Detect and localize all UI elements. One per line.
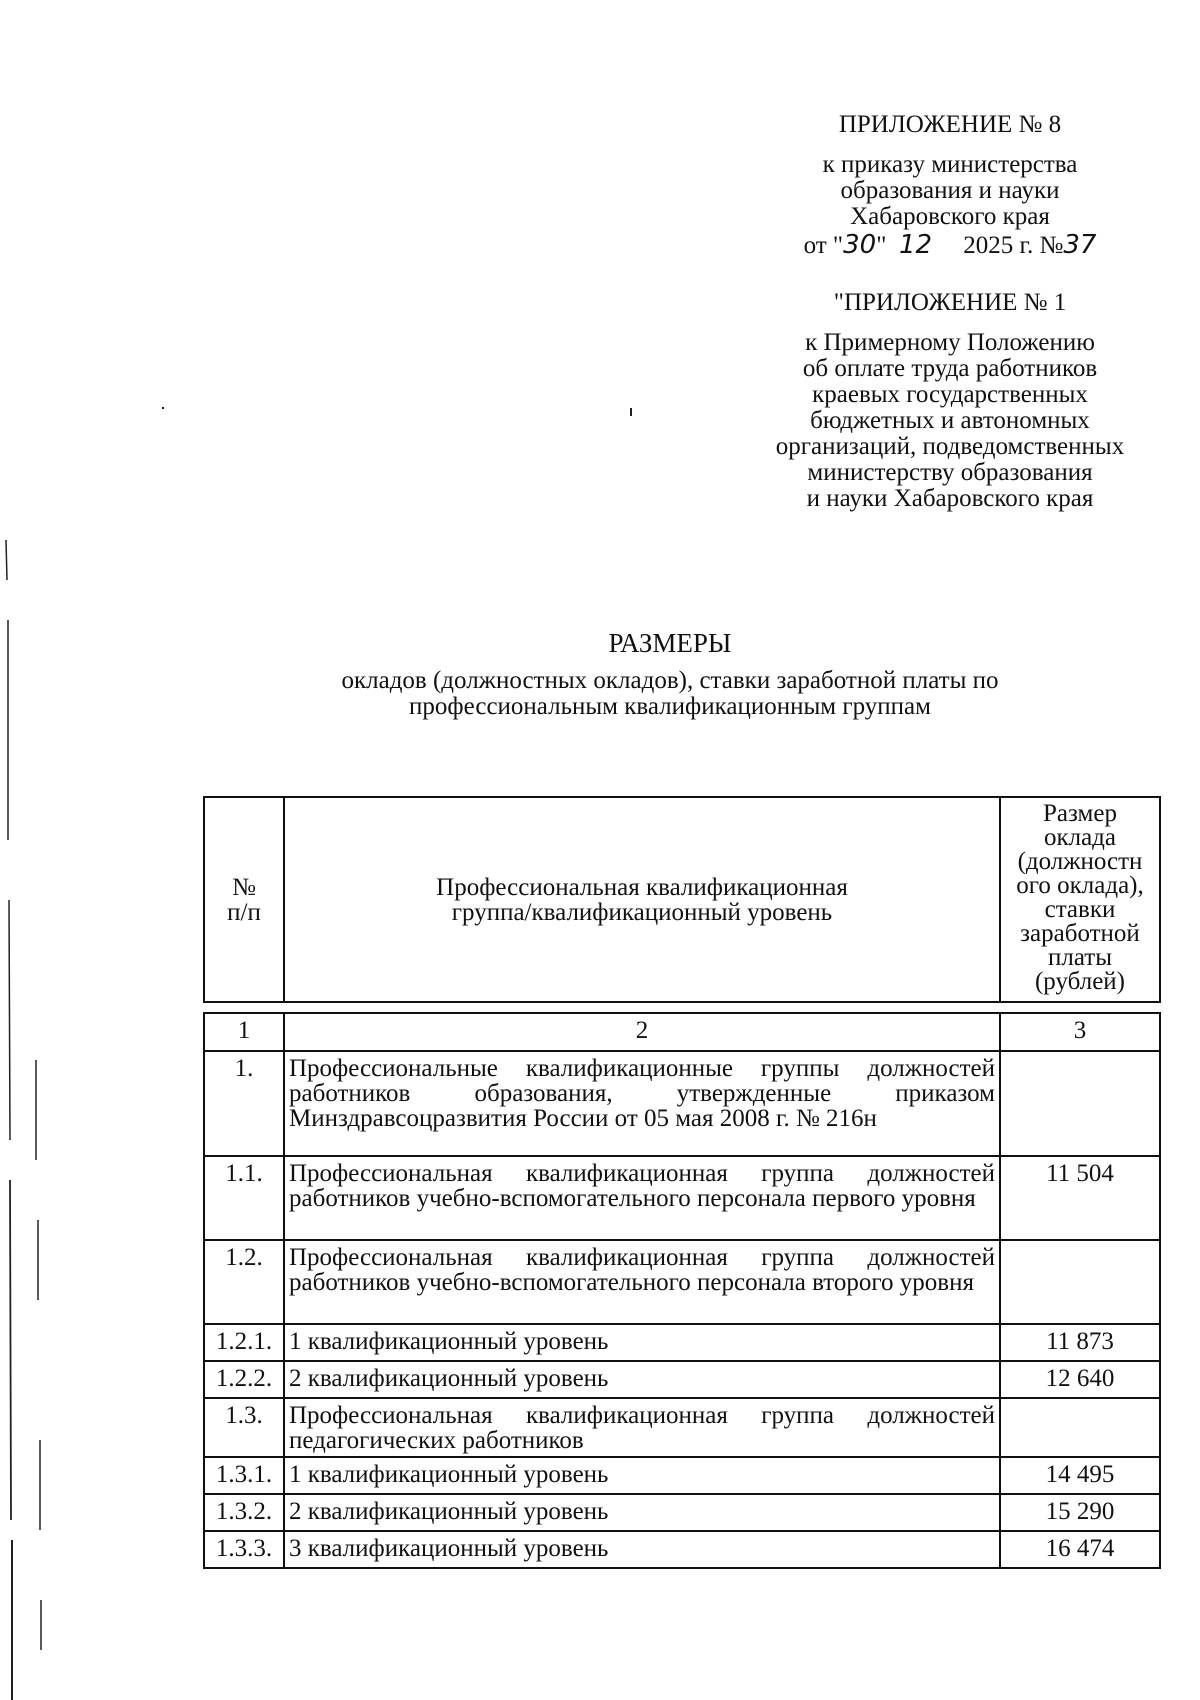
row-name: Профессиональная квалификационная группа должностей работников учебно-вспомогательного персонала второго уровня bbox=[284, 1240, 1000, 1324]
document-subtitle bbox=[0, 668, 1200, 720]
header-salary-line: оклада bbox=[1043, 824, 1117, 851]
header-salary bbox=[1000, 797, 1160, 1002]
handwritten-month: 12 bbox=[898, 230, 933, 260]
row-name: 1 квалификационный уровень bbox=[284, 1324, 1000, 1361]
table-row bbox=[204, 1531, 1160, 1568]
row-num: 1.2.1. bbox=[204, 1324, 284, 1361]
table-row bbox=[204, 1494, 1160, 1531]
row-salary: 11 504 bbox=[1000, 1156, 1160, 1240]
regulation-line: организаций, подведомственных bbox=[775, 433, 1125, 460]
handwritten-order-number: 37 bbox=[1063, 230, 1097, 260]
table-row bbox=[204, 1361, 1160, 1398]
row-name: 1 квалификационный уровень bbox=[284, 1457, 1000, 1494]
order-line: к приказу министерства bbox=[822, 151, 1078, 178]
header-salary-line: (рублей) bbox=[1034, 968, 1126, 995]
header-salary-line: платы bbox=[1047, 944, 1113, 971]
row-num: 1. bbox=[204, 1051, 284, 1156]
scan-speck bbox=[630, 408, 632, 416]
row-salary bbox=[1000, 1398, 1160, 1457]
regulation-line: краевых государственных bbox=[812, 381, 1088, 408]
column-number: 1 bbox=[204, 1013, 284, 1051]
table-row bbox=[204, 1398, 1160, 1457]
row-num: 1.3.3. bbox=[204, 1531, 284, 1568]
regulation-line: к Примерному Положению bbox=[805, 329, 1095, 356]
row-name: 2 квалификационный уровень bbox=[284, 1494, 1000, 1531]
row-num: 1.3.2. bbox=[204, 1494, 284, 1531]
row-num: 1.1. bbox=[204, 1156, 284, 1240]
row-salary: 15 290 bbox=[1000, 1494, 1160, 1531]
header-row bbox=[204, 797, 1160, 1002]
row-name: Профессиональная квалификационная группа должностей педагогических работников bbox=[284, 1398, 1000, 1457]
date-year: 2025 г. № bbox=[963, 232, 1064, 259]
scan-speck bbox=[162, 407, 164, 409]
regulation-line: и науки Хабаровского края bbox=[806, 485, 1094, 512]
header-salary-line: ого оклада), bbox=[1016, 872, 1144, 899]
row-name: 3 квалификационный уровень bbox=[284, 1531, 1000, 1568]
scan-binding-marks bbox=[0, 540, 50, 1700]
row-name: 2 квалификационный уровень bbox=[284, 1361, 1000, 1398]
header-salary-line: (должностн bbox=[1017, 848, 1143, 875]
header-num-line: п/п bbox=[227, 899, 261, 926]
date-mid: " bbox=[876, 232, 887, 259]
handwritten-day: 30 bbox=[843, 230, 877, 260]
salary-table-header bbox=[203, 796, 1161, 1003]
header-group bbox=[284, 797, 1000, 1002]
column-number-row bbox=[204, 1013, 1160, 1051]
table-row bbox=[204, 1156, 1160, 1240]
header-group-line: Профессиональная квалификационная bbox=[436, 874, 848, 901]
row-salary: 14 495 bbox=[1000, 1457, 1160, 1494]
subtitle-line: профессиональным квалификационным группам bbox=[409, 693, 931, 720]
row-num: 1.3.1. bbox=[204, 1457, 284, 1494]
row-salary: 16 474 bbox=[1000, 1531, 1160, 1568]
row-name: Профессиональная квалификационная группа должностей работников учебно-вспомогательного персонала первого уровня bbox=[284, 1156, 1000, 1240]
subtitle-line: окладов (должностных окладов), ставки заработной платы по bbox=[341, 667, 999, 694]
header-num-line: № bbox=[232, 874, 256, 901]
row-num: 1.2.2. bbox=[204, 1361, 284, 1398]
salary-table-body bbox=[203, 1012, 1161, 1569]
order-date-line bbox=[720, 232, 1180, 259]
regulation-line: бюджетных и автономных bbox=[810, 407, 1090, 434]
row-salary: 12 640 bbox=[1000, 1361, 1160, 1398]
header-salary-line: заработной bbox=[1020, 920, 1140, 947]
header-salary-line: Размер bbox=[1043, 800, 1117, 827]
row-salary bbox=[1000, 1240, 1160, 1324]
appendix-1-title: "ПРИЛОЖЕНИЕ № 1 bbox=[833, 289, 1067, 316]
order-reference bbox=[720, 152, 1180, 230]
row-name: Профессиональные квалификационные группы должностей работников образования, утвержденные приказом Минздравсоцразвития России от 05 мая 2008 г. № 216н bbox=[284, 1051, 1000, 1156]
header-group-line: группа/квалификационный уровень bbox=[451, 899, 833, 926]
row-salary: 11 873 bbox=[1000, 1324, 1160, 1361]
document-title: РАЗМЕРЫ bbox=[608, 628, 732, 658]
row-num: 1.2. bbox=[204, 1240, 284, 1324]
table-row bbox=[204, 1240, 1160, 1324]
order-line: Хабаровского края bbox=[850, 203, 1050, 230]
order-line: образования и науки bbox=[840, 177, 1060, 204]
appendix-8-title: ПРИЛОЖЕНИЕ № 8 bbox=[838, 111, 1062, 138]
column-number: 2 bbox=[284, 1013, 1000, 1051]
table-row bbox=[204, 1051, 1160, 1156]
header-num bbox=[204, 797, 284, 1002]
table-row bbox=[204, 1457, 1160, 1494]
regulation-line: об оплате труда работников bbox=[802, 355, 1098, 382]
column-number: 3 bbox=[1000, 1013, 1160, 1051]
table-row bbox=[204, 1324, 1160, 1361]
regulation-reference bbox=[720, 330, 1180, 512]
row-salary bbox=[1000, 1051, 1160, 1156]
header-salary-line: ставки bbox=[1044, 896, 1116, 923]
regulation-line: министерству образования bbox=[807, 459, 1093, 486]
row-num: 1.3. bbox=[204, 1398, 284, 1457]
date-prefix: от " bbox=[803, 232, 844, 259]
